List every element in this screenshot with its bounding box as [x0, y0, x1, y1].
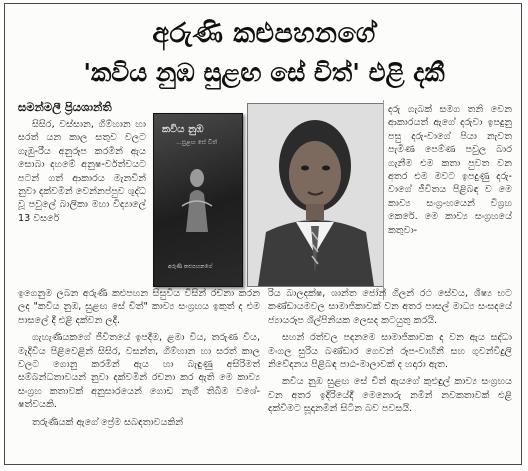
lower-right-column — [268, 287, 512, 416]
body-paragraph: සහන් රත්වල පදනමෙ සාමාජිකාවක ද වන ඇය සද්ධා මංගල සුරිය බණ්ඩාර ගෙවන් රූප-වාහිනී සහ ගුවන්විදුලි නිවේදනය පිළිබඳ පාඨ-මාලාවක් ද හදාරා ඇත. — [268, 332, 512, 371]
left-paragraph: සිසිර, වස්සාන, ගිම්හාන හා සරත් යන කාල සතුව වලට ගැඹු-රීය අනුරූප කරමින් ඇය සොබා දහමේ අනුෂ-ර්වත්වයට පටන් ගත් ආකාරය මැනවින් නුවා දක්වමින් වෙන්නප්පුව ශුද්ධ වූ පවුලේ බාලිකා මහා විද්‍යාලේ 13 වසරේ — [18, 119, 146, 224]
column-divider — [383, 100, 384, 300]
right-paragraph: දරු ගැබක් සමග තනි වෙන ආකාරයත් ඇගේ දරුවා ඉපදුනු පසු දරු-වාගේ පියා නැවත පැමිණ පෙම්ණ පවුල බාර ගැනීම එම කතා පුවත වන අතර එම මවට ඉපදුණු දරු-වාගේ ජීවිතය පිළිබඳ ව මෙ කාව්‍ය සංග්‍ර-හයෙන් විග්‍රහ කෙරේ. මෙ කාව්‍ය සංග්‍රහයේ කතුවා- — [388, 104, 512, 236]
book-cover-author: අරුණි කළුපහනගේ — [168, 264, 213, 270]
headline-line-2: 'කවිය නුඹ සුළඟ සේ චිත්' එළි දකී — [83, 58, 445, 87]
author-portrait-icon — [248, 104, 383, 286]
body-paragraph: තරුණියක් ඇගේ ප්‍රේම සබඳතාවයකින් — [32, 416, 184, 428]
lower-left-column — [18, 287, 260, 429]
body-paragraph: රිය බාලදක්ෂ, ශාන්ත ජෝන් ගිලන් රථ සේවය, ශිෂ්‍ය භට කණ්ඩායමවල සාමාජිකාවක් වන අතර පාසල් මාධ්‍ය සංසදයේ ජ්‍යායරූප ශිල්පිනියක ලෙසද කටයුතු කරයි. — [268, 288, 512, 326]
book-cover-subtitle: ...සුළඟ සේ චිත් — [176, 139, 218, 146]
left-column — [18, 118, 146, 225]
byline: සමන්මලී ප්‍රියශාන්ති — [18, 100, 112, 114]
book-cover-title: කවිය නුඹ — [162, 124, 204, 135]
book-cover-image — [153, 113, 243, 287]
body-paragraph: ගැහැණියකගේ ජීවිතයේ ඉපදීම, ළමා විය, තරුණ විය, මැදිවිය පිළිවෙළින් සිසිර, වසන්ත, ගිම්හාන හා සරත් කාල වලට ගොනු කරමින් ඇය හා බැඳුණු අසිරිමත් සම්බන්ධතාවයන් නුවා දක්වමින් රචනා කර ඇති මෙ කාව්‍ය සංග්‍රහ කතාවක් අනුසාරයෙන් ගොඩ නැගී තිබීම වශේ-ෂත්වයකි. — [18, 332, 260, 411]
body-paragraph: කවිය නුඹ සුළඟ සේ චිත් ඇයගේ කුළුඳුල් කාව්‍ය සංග්‍රහය වන අතර ඉදිරියේදී මෙනොරු නමින් නවකතාවක් එළි දක්වීමට සූදානමින් සිටින බව පවසයි. — [268, 376, 512, 415]
book-cover-figure-icon — [180, 166, 214, 232]
right-column — [388, 103, 512, 237]
intro-paragraph: ඉගෙනුම ලබන අරුණි කළුපහන සිසුවිය විසින් රචනා කරන ලද "කවිය නුඹ, සුළඟ සේ චිත්" කාව්‍ය සංග්‍රහය ඉකුත් ද එම පාසලේ දී එළි දක්වන ලදී. — [18, 288, 260, 326]
headline-line-1: අරුණි කළුපහනගේ — [152, 18, 376, 49]
author-photo — [247, 103, 384, 287]
